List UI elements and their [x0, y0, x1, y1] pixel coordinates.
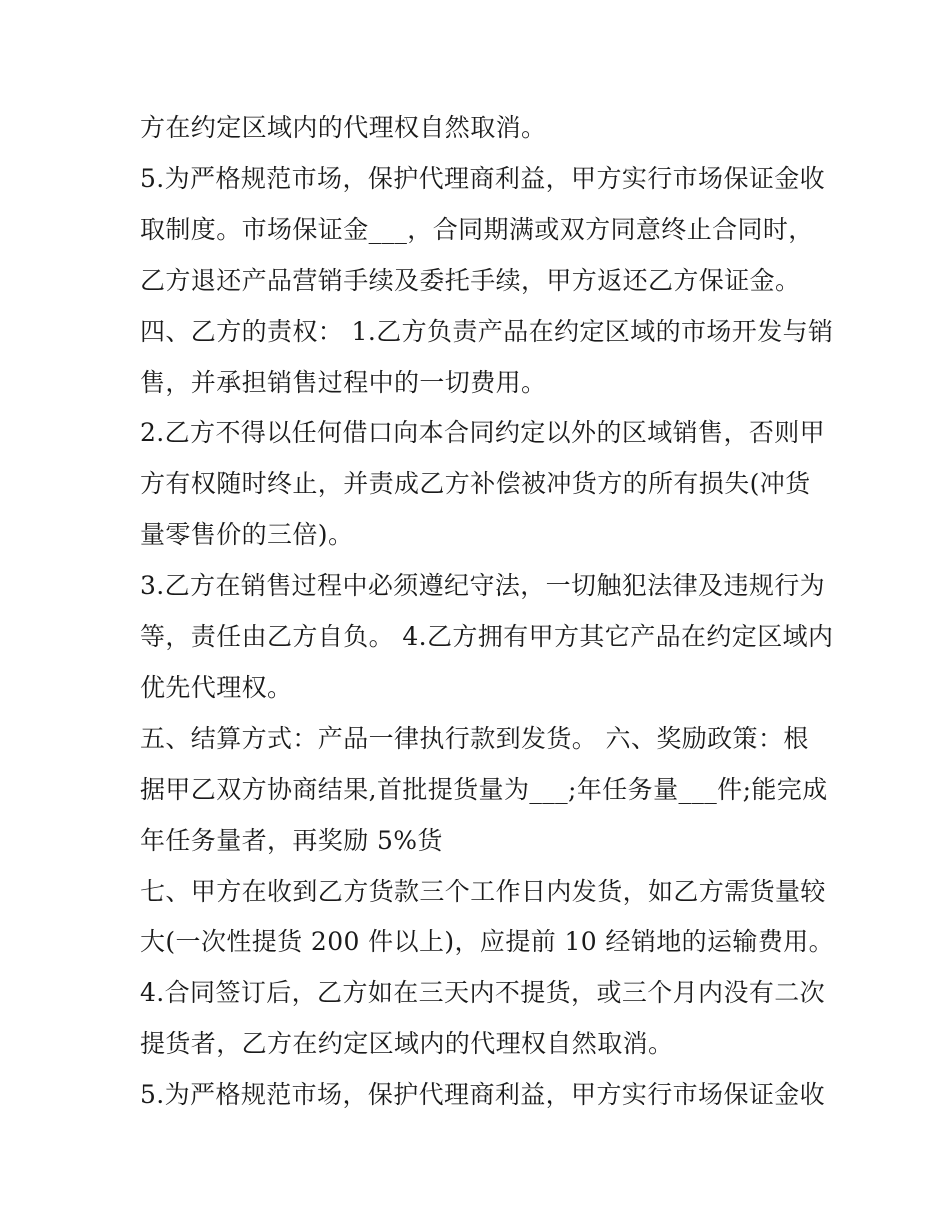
- text-line-2: 5.为严格规范市场，保护代理商利益，甲方实行市场保证金收: [140, 164, 826, 193]
- text-line-14: 据甲乙双方协商结果,首批提货量为___;年任务量___件;能完成: [140, 775, 828, 804]
- text-line-8: 方有权随时终止，并责成乙方补偿被冲货方的所有损失(冲货: [140, 469, 811, 498]
- text-line-9: 量零售价的三倍)。: [140, 520, 354, 549]
- text-line-19: 提货者，乙方在约定区域内的代理权自然取消。: [140, 1029, 674, 1058]
- text-line-10: 3.乙方在销售过程中必须遵纪守法，一切触犯法律及违规行为: [140, 571, 826, 600]
- text-line-16: 七、甲方在收到乙方货款三个工作日内发货，如乙方需货量较: [140, 877, 826, 906]
- text-line-11: 等，责任由乙方自负。 4.乙方拥有甲方其它产品在约定区域内: [140, 622, 834, 651]
- text-line-5: 四、乙方的责权： 1.乙方负责产品在约定区域的市场开发与销: [140, 317, 834, 346]
- text-line-7: 2.乙方不得以任何借口向本合同约定以外的区域销售，否则甲: [140, 418, 826, 447]
- text-line-17: 大(一次性提货 200 件以上)，应提前 10 经销地的运输费用。: [140, 927, 835, 956]
- text-line-18: 4.合同签订后，乙方如在三天内不提货，或三个月内没有二次: [140, 978, 826, 1007]
- text-line-1: 方在约定区域内的代理权自然取消。: [140, 113, 547, 142]
- text-line-12: 优先代理权。: [140, 673, 293, 702]
- text-line-6: 售，并承担销售过程中的一切费用。: [140, 368, 547, 397]
- text-line-3: 取制度。市场保证金___，合同期满或双方同意终止合同时，: [140, 215, 814, 244]
- text-line-13: 五、结算方式：产品一律执行款到发货。 六、奖励政策：根: [140, 724, 809, 753]
- text-line-20: 5.为严格规范市场，保护代理商利益，甲方实行市场保证金收: [140, 1080, 826, 1109]
- text-line-15: 年任务量者，再奖励 5%货: [140, 826, 443, 855]
- text-line-4: 乙方退还产品营销手续及委托手续，甲方返还乙方保证金。: [140, 266, 801, 295]
